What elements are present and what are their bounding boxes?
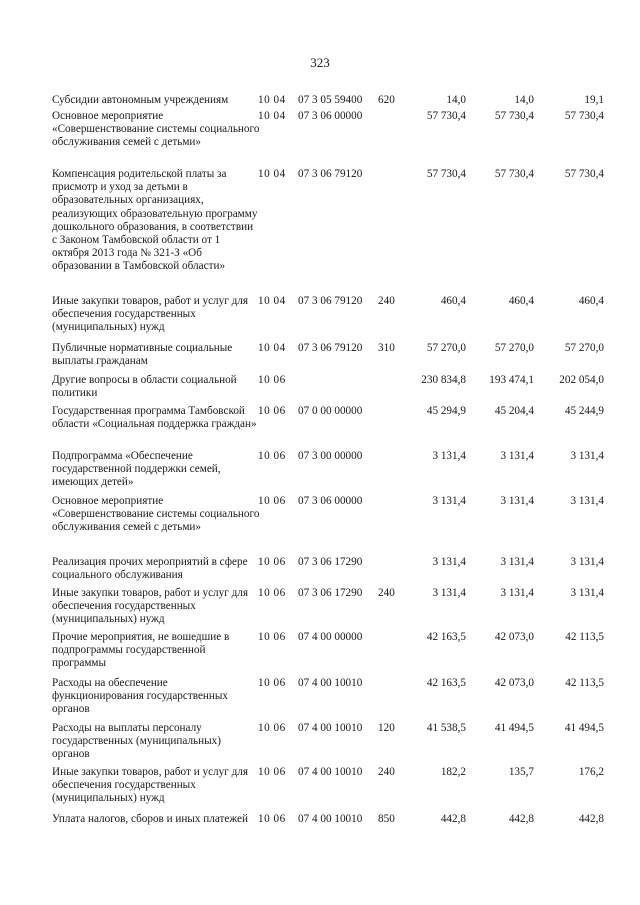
row-value-1: 41 538,5 [426, 722, 466, 734]
row-value-2: 45 204,4 [494, 405, 534, 417]
row-value-1: 182,2 [440, 766, 466, 778]
row-value-3: 3 131,4 [570, 556, 604, 568]
row-value-2: 3 131,4 [500, 495, 534, 507]
page-number: 323 [310, 55, 330, 70]
row-target-code: 07 3 06 00000 [298, 110, 363, 122]
row-value-1: 57 270,0 [426, 342, 466, 354]
row-value-3: 19,1 [584, 94, 604, 106]
row-value-3: 202 054,0 [559, 374, 604, 386]
row-value-1: 14,0 [446, 94, 466, 106]
row-section-code: 10 06 [258, 631, 286, 643]
row-value-2: 41 494,5 [494, 722, 534, 734]
row-name: Иные закупки товаров, работ и услуг для обеспечения государственных (муниципальных) нужд [52, 295, 249, 334]
row-target-code: 07 4 00 10010 [298, 813, 363, 825]
row-value-1: 57 730,4 [426, 168, 466, 180]
row-value-1: 42 163,5 [426, 677, 466, 689]
row-value-2: 3 131,4 [500, 450, 534, 462]
row-section-code: 10 04 [258, 94, 286, 106]
row-name: Основное мероприятие «Совершенствование системы социального обслуживания семей с детьми» [52, 110, 260, 149]
row-value-1: 442,8 [440, 813, 466, 825]
row-expense-type: 240 [378, 295, 395, 307]
row-target-code: 07 4 00 10010 [298, 722, 363, 734]
row-section-code: 10 04 [258, 342, 286, 354]
row-value-2: 42 073,0 [494, 631, 534, 643]
row-expense-type: 240 [378, 766, 395, 778]
row-value-3: 41 494,5 [564, 722, 604, 734]
row-name: Расходы на выплаты персоналу государственных (муниципальных) органов [52, 722, 221, 761]
row-value-2: 42 073,0 [494, 677, 534, 689]
row-value-3: 3 131,4 [570, 495, 604, 507]
row-expense-type: 240 [378, 587, 395, 599]
row-value-3: 460,4 [578, 295, 604, 307]
row-value-3: 442,8 [578, 813, 604, 825]
row-name: Иные закупки товаров, работ и услуг для обеспечения государственных (муниципальных) нужд [52, 766, 249, 805]
row-value-3: 57 270,0 [564, 342, 604, 354]
row-value-3: 3 131,4 [570, 587, 604, 599]
row-value-2: 57 730,4 [494, 168, 534, 180]
row-target-code: 07 3 06 17290 [298, 556, 363, 568]
row-target-code: 07 3 06 79120 [298, 168, 363, 180]
row-value-1: 460,4 [440, 295, 466, 307]
row-section-code: 10 06 [258, 766, 286, 778]
row-value-1: 3 131,4 [432, 450, 466, 462]
row-section-code: 10 04 [258, 295, 286, 307]
row-section-code: 10 06 [258, 405, 286, 417]
row-name: Основное мероприятие «Совершенствование системы социального обслуживания семей с детьми» [52, 495, 260, 534]
row-value-2: 57 730,4 [494, 110, 534, 122]
row-value-1: 3 131,4 [432, 495, 466, 507]
row-section-code: 10 06 [258, 495, 286, 507]
row-value-2: 442,8 [508, 813, 534, 825]
row-target-code: 07 3 05 59400 [298, 94, 363, 106]
row-section-code: 10 04 [258, 168, 286, 180]
row-name: Иные закупки товаров, работ и услуг для обеспечения государственных (муниципальных) нужд [52, 587, 249, 626]
row-target-code: 07 4 00 10010 [298, 677, 363, 689]
row-value-2: 57 270,0 [494, 342, 534, 354]
row-name: Государственная программа Тамбовской области «Социальная поддержка граждан» [52, 405, 257, 431]
row-expense-type: 310 [378, 342, 395, 354]
row-value-3: 45 244,9 [564, 405, 604, 417]
row-value-3: 57 730,4 [564, 168, 604, 180]
row-target-code: 07 0 00 00000 [298, 405, 363, 417]
row-value-2: 3 131,4 [500, 556, 534, 568]
row-value-2: 3 131,4 [500, 587, 534, 599]
row-name: Компенсация родительской платы за присмотр и уход за детьми в образовательных организациях, реализующих образовательную программу дошкольного образования, в соответствии с Законом Тамбовской области от 1 октября 2013 года № 321-З «Об образовании в Тамбовской области» [52, 168, 258, 273]
row-section-code: 10 06 [258, 556, 286, 568]
row-target-code: 07 3 00 00000 [298, 450, 363, 462]
row-value-2: 193 474,1 [489, 374, 534, 386]
row-section-code: 10 04 [258, 110, 286, 122]
row-expense-type: 850 [378, 813, 395, 825]
row-value-2: 14,0 [514, 94, 534, 106]
row-name: Расходы на обеспечение функционирования государственных органов [52, 677, 228, 716]
row-name: Публичные нормативные социальные выплаты гражданам [52, 342, 233, 368]
row-section-code: 10 06 [258, 450, 286, 462]
row-value-1: 57 730,4 [426, 110, 466, 122]
row-value-1: 230 834,8 [421, 374, 466, 386]
row-name: Уплата налогов, сборов и иных платежей [52, 813, 248, 825]
row-section-code: 10 06 [258, 587, 286, 599]
row-name: Прочие мероприятия, не вошедшие в подпрограммы государственной программы [52, 631, 230, 670]
row-name: Другие вопросы в области социальной политики [52, 374, 237, 400]
row-value-3: 42 113,5 [565, 631, 604, 643]
row-value-1: 42 163,5 [426, 631, 466, 643]
row-target-code: 07 4 00 10010 [298, 766, 363, 778]
row-expense-type: 620 [378, 94, 395, 106]
row-name: Субсидии автономным учреждениям [52, 94, 229, 106]
row-target-code: 07 4 00 00000 [298, 631, 363, 643]
row-target-code: 07 3 06 79120 [298, 342, 363, 354]
row-value-3: 3 131,4 [570, 450, 604, 462]
row-expense-type: 120 [378, 722, 395, 734]
row-value-1: 3 131,4 [432, 587, 466, 599]
row-value-3: 176,2 [578, 766, 604, 778]
row-section-code: 10 06 [258, 722, 286, 734]
row-value-1: 3 131,4 [432, 556, 466, 568]
row-target-code: 07 3 06 00000 [298, 495, 363, 507]
row-value-3: 57 730,4 [564, 110, 604, 122]
row-value-1: 45 294,9 [426, 405, 466, 417]
row-section-code: 10 06 [258, 677, 286, 689]
row-section-code: 10 06 [258, 374, 286, 386]
row-name: Реализация прочих мероприятий в сфере социального обслуживания [52, 556, 248, 582]
row-target-code: 07 3 06 17290 [298, 587, 363, 599]
row-value-2: 135,7 [508, 766, 534, 778]
row-name: Подпрограмма «Обеспечение государственной поддержки семей, имеющих детей» [52, 450, 221, 489]
row-section-code: 10 06 [258, 813, 286, 825]
row-value-3: 42 113,5 [565, 677, 604, 689]
row-value-2: 460,4 [508, 295, 534, 307]
row-target-code: 07 3 06 79120 [298, 295, 363, 307]
